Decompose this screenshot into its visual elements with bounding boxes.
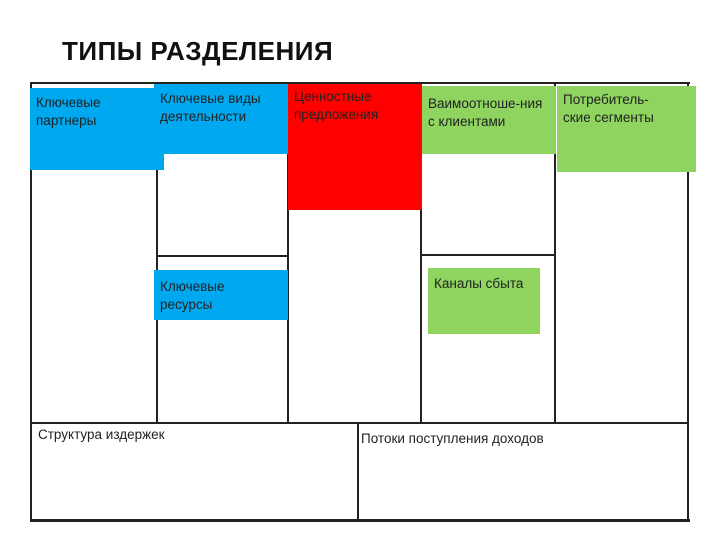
key-resources-block <box>154 270 288 320</box>
cost-structure-label: Структура издержек <box>38 427 165 442</box>
page-title: ТИПЫ РАЗДЕЛЕНИЯ <box>62 36 334 66</box>
revenue-streams-label: Потоки поступления доходов <box>361 431 544 446</box>
customer-relationships-block <box>422 86 556 154</box>
divider-cost-revenue <box>357 422 359 520</box>
value-propositions-block <box>288 84 422 210</box>
customer-relationships-label: Ваимоотноше-ния с клиентами <box>428 96 543 129</box>
key-activities-label: Ключевые виды деятельности <box>160 91 261 124</box>
divider-top-bottom <box>30 422 689 424</box>
frame-bottom-line <box>30 519 690 522</box>
divider-activities-resources <box>156 255 289 257</box>
channels-label: Каналы сбыта <box>434 276 524 291</box>
channels-block <box>428 268 540 334</box>
value-propositions-label: Ценностные предложения <box>294 89 379 122</box>
key-partners-block <box>30 88 164 170</box>
key-activities-block <box>154 84 288 154</box>
key-partners-label: Ключевые партнеры <box>36 95 101 128</box>
divider-relationships-channels <box>420 254 556 256</box>
customer-segments-label: Потребитель-ские сегменты <box>563 92 654 125</box>
customer-segments-block <box>557 86 696 172</box>
key-resources-label: Ключевые ресурсы <box>160 279 225 312</box>
